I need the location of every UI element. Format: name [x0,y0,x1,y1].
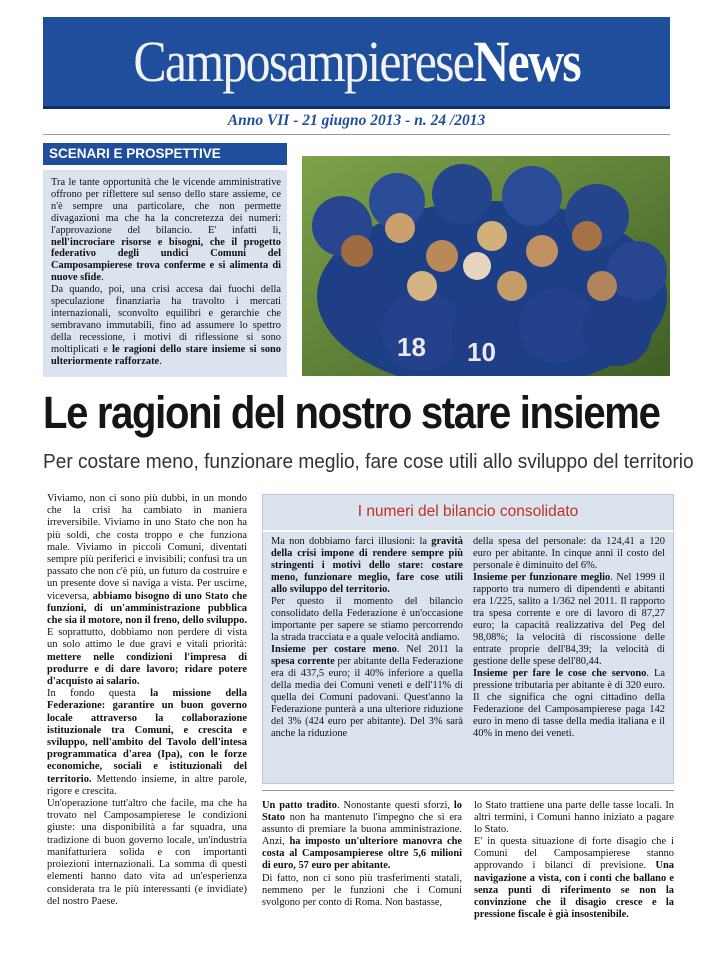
masthead-banner [43,17,670,109]
box-text: . Nel 1999 il rapporto tra numero di dipendenti e abitanti era 1/225, salito a 1/362 nel 2011. Il rapporto tra spesa corrente e ore di lavoro di 87,27 euro; la capacità realizzativa del Peg del 98,08%; la velocità di riscossione delle entrate proprie dell'84,39; la velocità di gestione delle spese dell'80,44. [473,572,665,667]
svg-text:10: 10 [467,337,496,367]
bottom-columns [262,800,674,921]
box-text-bold: spesa corrente [271,656,335,667]
scenari-text: Da quando, poi, una crisi accesa dai fuochi della speculazione finanziaria ha travolto i mercati internazionali, sconvolto equilibri e gerarchie che sembravano immutabili, fino ad assumere lo spettro della recessione, i motivi di riflessione si sono moltiplicati e [51,284,281,355]
main-headline: Le ragioni del nostro stare insieme [43,387,660,438]
article-text: Viviamo, non ci sono più dubbi, in un mondo che la crisi ha cambiato in maniera irreversibile. Viviamo in uno Stato che non ha più soldi, che costa troppo e che funziona male. Viviamo in piccoli Comuni, diventati sempre più periferici e invisibili; confusi tra un passato che non c'è più, un futuro da costruire e un presente dove si naviga a vista. Per uscirne, viceversa, [47,493,247,602]
article-text: E soprattutto, dobbiamo non perdere di vista un solo attimo le due gravi e vitali priorità: [47,627,247,651]
article-text-bold: la missione della Federazione: garantire un buon governo locale attraverso la collaborazione istituzionale tra Comuni, e crescita e sviluppo, nell'ambito del Tavolo dell'intesa programmatica d'area (Ipa), con le forze economiche, sociali e istituzionali del territorio. [47,688,247,785]
bottom-text: lo Stato trattiene una parte delle tasse locali. In altri termini, i Comuni hanno iniziato a pagare lo Stato. [474,800,674,836]
bottom-text: E' in questa situazione di forte disagio che i Comuni del Camposampierese stanno approvando i bilanci di previsione. [474,836,674,872]
scenari-text-bold: le ragioni dello stare insieme si sono ulteriormente rafforzate [51,343,281,367]
article-text: Mettendo insieme, in altre parole, rigore e crescita. [47,773,247,797]
article-text: In fondo questa [47,688,151,700]
issue-line: Anno VII - 21 giugno 2013 - n. 24 /2013 [227,112,486,129]
article-text-bold: mettere nelle condizioni l'impresa di produrre e di dare lavoro; ridare potere d'acquisto ai salario. [47,651,247,688]
bottom-text: . Nonostante questi sforzi, [336,800,454,811]
bottom-text-bold: Un patto tradito [262,800,337,811]
box-text: Ma non dobbiamo farci illusioni: la [271,536,432,547]
box-text: della spesa del personale: da 124,41 a 120 euro per abitante. In cinque anni il costo del personale è diminuito del 6%. [473,536,665,571]
budget-numbers-title: I numeri del bilancio consolidato [357,503,579,520]
masthead-logo-part2: News [473,28,580,94]
box-bottom-divider [262,790,674,791]
team-huddle-photo [302,156,670,376]
scenari-heading: SCENARI E PROSPETTIVE [43,143,287,165]
scenari-text: . [159,355,162,367]
article-text-bold: abbiamo bisogno di uno Stato che funzioni, di un'amministrazione pubblica che sia il motore, non il freno, dello sviluppo. [47,590,248,627]
scenari-text: Tra le tante opportunità che le vicende amministrative offrono per riflettere sul senso dello stare assieme, ce n'è sempre una particolare, che non permette divagazioni ma che ha la concretezza dei numeri: l'approvazione del bilancio. E' infatti lì, [51,177,281,236]
subheadline: Per costare meno, funzionare meglio, fare cose utili allo sviluppo del territorio [43,450,694,473]
box-text-bold: Insieme per funzionare meglio [473,572,611,583]
box-text: . Nel 2011 la [396,644,463,655]
budget-numbers-column-1 [271,536,463,740]
masthead-logo-part1: Camposampierese [133,28,474,94]
bottom-column-1 [262,800,462,921]
box-text-bold: Insieme per costare meno [271,644,397,655]
box-text-bold: gravità della crisi impone di rendere sempre più stringenti i motivi dello stare: costare meno, funzionare meglio, fare cose utili allo sviluppo del territorio. [271,536,463,595]
scenari-box [43,170,287,377]
header-divider [43,134,670,135]
bottom-text: Di fatto, non ci sono più trasferimenti statali, nemmeno per le funzioni che i Comuni svolgono per conto di Roma. Non bastasse, [262,872,462,908]
bottom-text: non ha mantenuto l'impegno che si era assunto di premiare la buona amministrazione. Anzi, [262,812,462,848]
svg-text:18: 18 [397,332,426,362]
left-column [47,493,247,908]
box-text: . La pressione tributaria per abitante è di 320 euro. Il che significa che ogni cittadino della Federazione del Camposampierese paga 142 euro in meno di tasse della media italiana e il 40% in meno dei veneti. [473,668,666,739]
bottom-text-bold: ha imposto un'ulteriore manovra che costa al Camposampierese oltre 5,6 milioni di euro, 57 euro per abitante. [262,836,462,872]
masthead-logo [133,28,580,94]
article-text: Un'operazione tutt'altro che facile, ma che ha trovato nel Camposampierese le condizioni giuste: una disponibilità a far squadra, una tradizione di buon governo locale, un'industria manifatturiera solida e con importanti proiezioni internazionali. La somma di questi elementi hanno dato vita ad un'esperienza considerata tra le più interessanti (e invidiate) del nostro Paese. [47,798,247,907]
bottom-text-bold: Una navigazione a vista, con i conti che ballano e senza punti di riferimento se non la convinzione che il disagio cresce e la pressione fiscale è già insostenibile. [474,860,674,920]
box-text-bold: Insieme per fare le cose che servono [473,668,647,679]
bottom-column-2 [474,800,674,921]
scenari-text: . [100,272,104,284]
scenari-text-bold: nell'incrociare risorse e bisogni, che il progetto federativo degli undici Comuni del Camposampierese trova conferme e si alimenta di nuove sfide [51,236,281,284]
box-text: Per questo il momento del bilancio consolidato della Federazione è un'occasione importante per sapere se stiamo percorrendo la strada tracciata e a quale velocità andiamo. [271,596,463,643]
bottom-text-bold: lo Stato [262,800,463,824]
box-text: per abitante della Federazione era di 437,5 euro; il 40% inferiore a quella della media dei Comuni veneti e dell'11% di quella dei Comuni padovani. Quest'anno la Federazione punterà a una ulteriore riduzione del 3% (424 euro per abitante). Del 3% sarà anche la riduzione [271,656,463,739]
budget-numbers-box [262,494,674,784]
budget-numbers-column-2 [473,536,665,740]
